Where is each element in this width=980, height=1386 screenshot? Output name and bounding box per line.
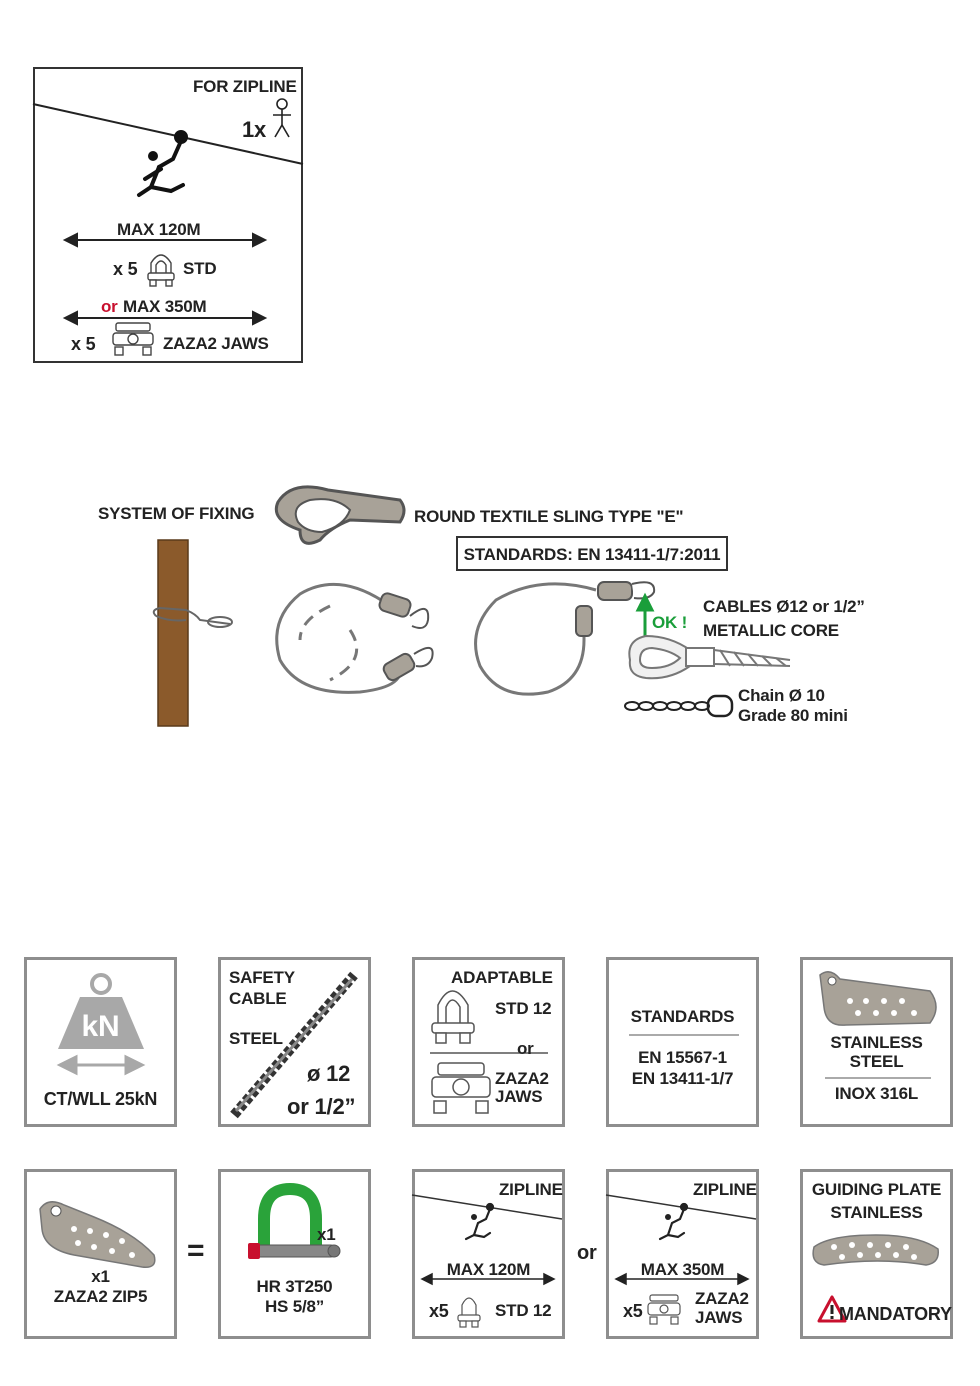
guiding-stainless-label: STAINLESS: [830, 1203, 923, 1222]
stainless-divider: [825, 1077, 931, 1079]
diameter-label: ø 12: [307, 1061, 351, 1086]
cables-line2: METALLIC CORE: [703, 621, 839, 640]
cable-loop-2: [476, 584, 596, 694]
zipline-350-max: MAX 350M: [640, 1260, 725, 1279]
cable-sleeve-1: [378, 592, 428, 628]
standard-2: EN 13411-1/7: [631, 1069, 734, 1088]
mandatory-label: MANDATORY: [839, 1304, 952, 1324]
std-12-small-icon: [458, 1298, 480, 1327]
chain-icon: [625, 696, 732, 716]
card-standards: [606, 957, 759, 1127]
zipline-panel-title: FOR ZIPLINE: [193, 77, 297, 96]
zipline-panel-drawing: [33, 67, 303, 363]
tree-trunk: [158, 540, 188, 726]
cable-label: CABLE: [229, 989, 287, 1008]
standards-divider: [629, 1034, 739, 1036]
shackle-label-2: HS 5/8”: [264, 1297, 325, 1316]
zip5-label: ZAZA2 ZIP5: [53, 1287, 148, 1306]
inox-label: INOX 316L: [834, 1084, 919, 1103]
max-350-label: MAX 350M: [123, 297, 207, 316]
zip5-count: x1: [91, 1267, 110, 1286]
card-zaza2-zip5: [24, 1169, 177, 1339]
zipline-120-title: ZIPLINE: [499, 1180, 563, 1199]
zaza2-jaws-small-icon: [648, 1295, 680, 1324]
zipline-120-max: MAX 120M: [446, 1260, 531, 1279]
standard-1: EN 15567-1: [638, 1048, 727, 1067]
zipline-350-jaws: JAWS: [695, 1308, 743, 1327]
zipline-rider-icon: [139, 132, 186, 195]
or-label-adaptable: or: [517, 1039, 534, 1058]
card-zipline-350: [606, 1169, 759, 1339]
card-zipline-120: [412, 1169, 565, 1339]
rider-icon-small-2: [660, 1204, 687, 1239]
sling-label: ROUND TEXTILE SLING TYPE "E": [414, 507, 684, 526]
card-stainless: [800, 957, 953, 1127]
cables-line1: CABLES Ø12 or 1/2”: [703, 597, 865, 616]
or-between-cards: or: [577, 1242, 597, 1264]
thimble-cable-icon: [629, 636, 790, 678]
standards-text: STANDARDS: EN 13411-1/7:2011: [463, 545, 721, 564]
card-shackle: [218, 1169, 371, 1339]
standards-box: [456, 536, 728, 571]
zipline-panel: [33, 67, 303, 363]
kn-label: kN: [81, 1010, 120, 1043]
persons-count: 1x: [242, 117, 267, 142]
ok-label: OK !: [652, 613, 688, 632]
textile-sling-icon: [276, 487, 404, 543]
shackle-label-1: HR 3T250: [256, 1277, 333, 1296]
steel-label: STEEL: [229, 1029, 283, 1048]
rider-icon-small: [466, 1204, 493, 1239]
wll-label: CT/WLL 25kN: [43, 1089, 158, 1109]
zipline-350-zaza2: ZAZA2: [695, 1289, 749, 1308]
adaptable-title: ADAPTABLE: [451, 968, 553, 987]
shackle-count: x1: [317, 1225, 336, 1244]
alt-diameter-label: or 1/2”: [287, 1094, 356, 1119]
or-label: or: [101, 297, 118, 316]
std-12-clamp-icon: [432, 991, 474, 1043]
std-clamp-icon: [148, 255, 174, 286]
zaza2-jaws-label: ZAZA2 JAWS: [163, 334, 269, 353]
card-safety-cable: [218, 957, 371, 1127]
chain-line1: Chain Ø 10: [738, 686, 825, 705]
cable-sleeve-2: [382, 648, 433, 682]
zaza2-jaws-icon: [113, 323, 153, 355]
count-std: x 5: [113, 259, 138, 279]
zaza2-label: ZAZA2: [495, 1069, 549, 1088]
safety-label: SAFETY: [229, 968, 295, 987]
system-of-fixing-label: SYSTEM OF FIXING: [98, 504, 255, 523]
count-jaws: x 5: [71, 334, 96, 354]
std-label: STD: [183, 259, 217, 278]
jaws-label: JAWS: [495, 1087, 543, 1106]
chain-line2: Grade 80 mini: [738, 706, 848, 725]
card-guiding-plate: [800, 1169, 953, 1339]
card-adaptable: [412, 957, 565, 1127]
zaza2-jaws-clamp-icon: [432, 1063, 490, 1113]
guiding-plate-label: GUIDING PLATE: [811, 1180, 942, 1199]
zip5-plate-icon: [24, 1169, 177, 1339]
stainless-label: STAINLESS: [830, 1033, 923, 1052]
steel-label-2: STEEL: [849, 1052, 904, 1071]
person-icon: [273, 99, 291, 137]
std-12-label: STD 12: [495, 999, 552, 1018]
zipline-350-count: x5: [623, 1301, 643, 1321]
zipline-120-clamp: STD 12: [495, 1301, 552, 1320]
card-load-rating: [24, 957, 177, 1127]
equals-sign: =: [187, 1234, 205, 1267]
zipline-350-title: ZIPLINE: [693, 1180, 757, 1199]
standards-title: STANDARDS: [630, 1007, 735, 1026]
max-120-label: MAX 120M: [117, 220, 201, 239]
zipline-120-count: x5: [429, 1301, 449, 1321]
